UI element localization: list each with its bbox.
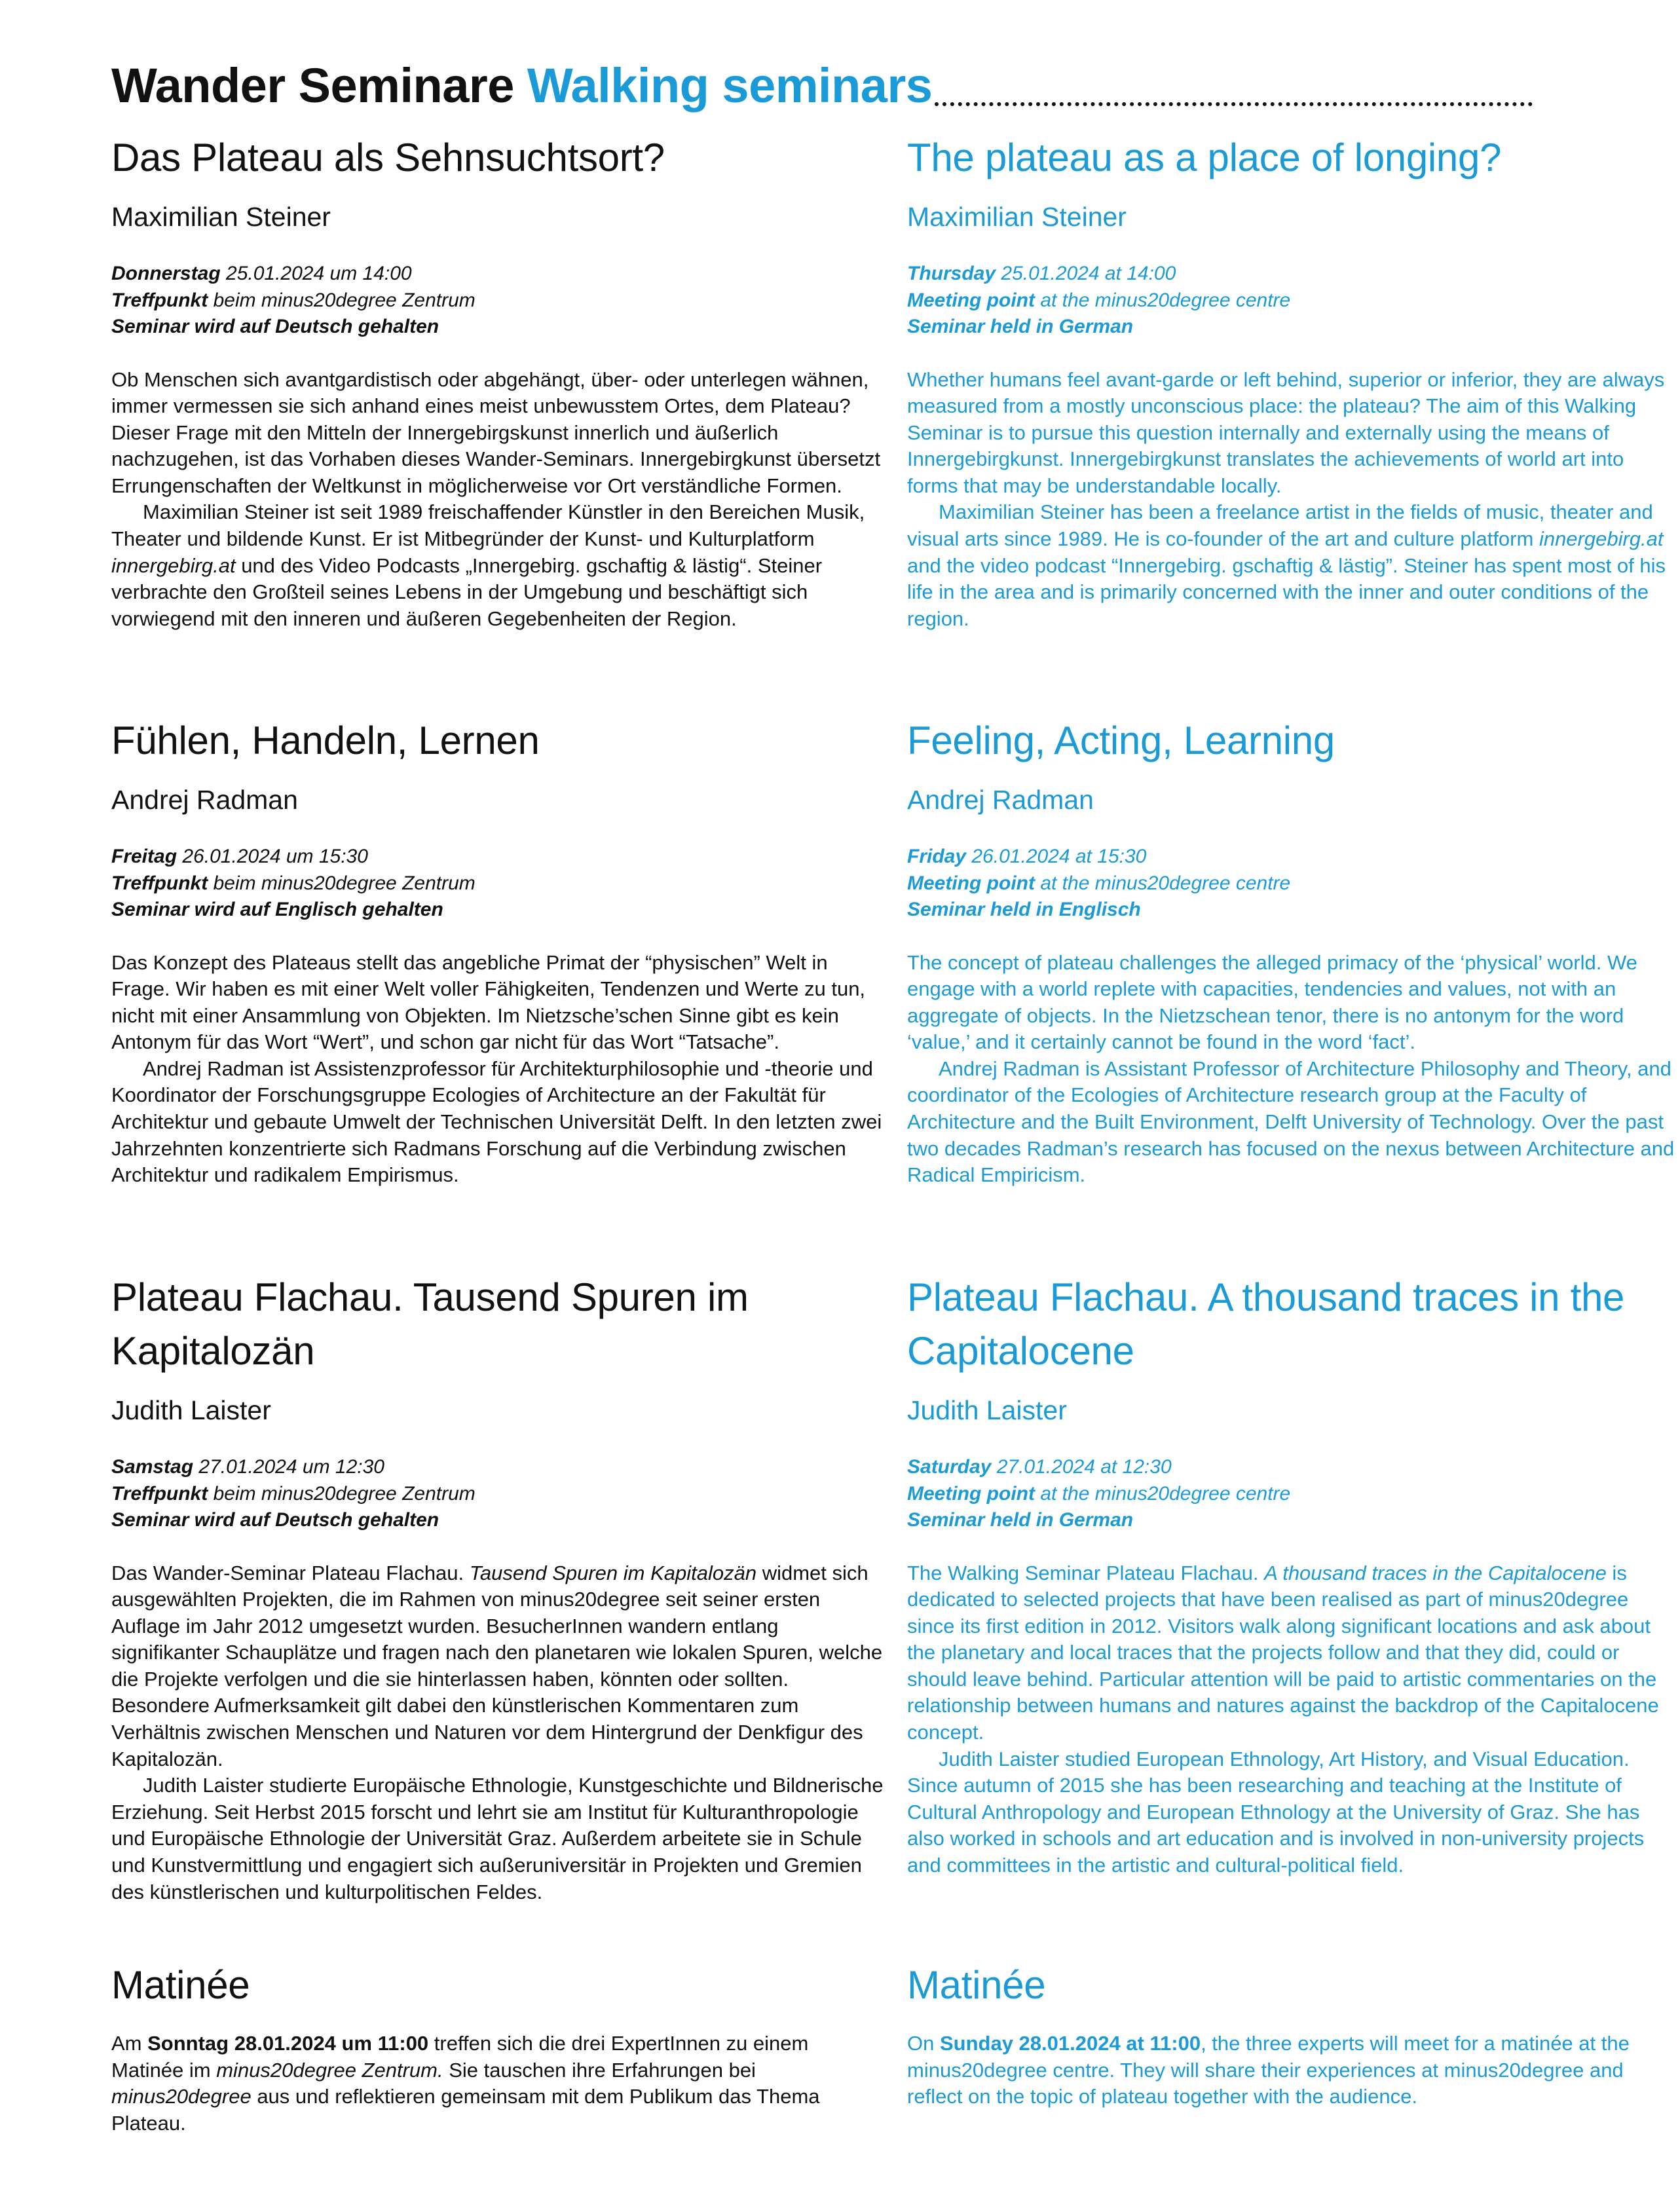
seminar-2-de — [111, 714, 884, 1189]
matinee-de — [111, 1958, 884, 2137]
meta-day: Samstag — [111, 1456, 194, 1478]
bio-text-2: and the video podcast “Innergebirg. gschaftig & lästig”. Steiner has spent most of his life in the area and is primarily concerned with the inner and outer conditions of the region. — [907, 553, 1666, 630]
meta-point: at the minus20degree centre — [1034, 1482, 1291, 1505]
seminar-description — [111, 1560, 884, 1906]
matinee-title: Matinée — [907, 1963, 1046, 2007]
seminar-1-en — [907, 131, 1680, 632]
seminar-meta — [907, 261, 1680, 341]
seminar-description — [111, 367, 884, 633]
matinee-text-1: On — [907, 2032, 940, 2055]
description-paragraph: Ob Menschen sich avantgardistisch oder abgehängt, über- oder unterlegen wähnen, immer vermessen sie sich anhand eines meist unbewusstem Ortes, dem Plateau? Dieser Frage mit den Mitteln der Innergebirgskunst innerlich und äußerlich nachzugehen, ist das Vorhaben dieses Wander-Seminars. Innergebirgkunst übersetzt Errungenschaften der Weltkunst in möglicherweise vor Ort verständliche Formen. — [111, 367, 881, 497]
matinee-text-1: Am — [111, 2032, 148, 2055]
matinee-text — [907, 2030, 1680, 2110]
seminar-description — [907, 950, 1680, 1189]
description-paragraph — [111, 1560, 884, 1773]
meta-point: at the minus20degree centre — [1034, 872, 1291, 894]
meta-day: Friday — [907, 846, 967, 867]
title-de: Wander Seminare — [111, 58, 514, 113]
seminar-author: Andrej Radman — [111, 785, 298, 815]
meta-day: Thursday — [907, 263, 996, 284]
meta-point-label: Meeting point — [907, 872, 1035, 894]
seminar-title: Plateau Flachau. Tausend Spuren im Kapitalozän — [111, 1275, 749, 1373]
meta-point-label: Treffpunkt — [111, 872, 208, 894]
website-link[interactable]: innergebirg.at — [111, 553, 236, 577]
page-header — [111, 51, 1533, 113]
matinee-en — [907, 1958, 1680, 2110]
seminar-title: Plateau Flachau. A thousand traces in the Capitalocene — [907, 1275, 1625, 1373]
seminar-author: Judith Laister — [907, 1395, 1067, 1425]
meta-day: Saturday — [907, 1456, 992, 1478]
meta-date: 27.01.2024 at 12:30 — [991, 1456, 1172, 1478]
seminar-author: Maximilian Steiner — [111, 202, 331, 232]
description-paragraph: Whether humans feel avant-garde or left behind, superior or inferior, they are always measured from a mostly unconscious place: the plateau? The aim of this Walking Seminar is to pursue this question internally and externally using the means of Innergebirgkunst. Innergebirgkunst translates the achievements of world art into forms that may be understandable locally. — [907, 367, 1665, 497]
meta-point: beim minus20degree Zentrum — [208, 1482, 476, 1505]
seminar-author: Judith Laister — [111, 1395, 271, 1425]
seminar-author: Andrej Radman — [907, 785, 1094, 815]
bio-paragraph: Judith Laister studierte Europäische Ethnologie, Kunstgeschichte und Bildnerische Erziehung. Seit Herbst 2015 forscht und lehrt sie am Institut für Kulturanthropologie und Europäische Ethnologie der Universität Graz. Außerdem arbeitete sie in Schule und Kunstvermittlung und engagiert sich außeruniversitär in Projekten und Gremien des künstlerischen und kulturpolitischen Feldes. — [111, 1774, 884, 1903]
matinee-date: Sonntag 28.01.2024 um 11:00 — [147, 2032, 429, 2055]
matinee-text-2: , the three experts will meet for a matinée at the minus20degree centre. They will share their experiences at minus20degree and reflect on the topic of plateau together with the audience. — [907, 2032, 1630, 2108]
title-en: Walking seminars — [527, 58, 933, 113]
meta-date: 25.01.2024 um 14:00 — [220, 263, 412, 284]
meta-date: 26.01.2024 at 15:30 — [966, 846, 1147, 867]
bio-paragraph — [907, 499, 1680, 632]
seminar-description — [907, 1560, 1680, 1879]
seminar-title: The plateau as a place of longing? — [907, 136, 1502, 179]
meta-date: 25.01.2024 at 14:00 — [996, 263, 1176, 284]
bio-paragraph: Andrej Radman ist Assistenzprofessor für Architekturphilosophie und -theorie und Koordinator der Forschungsgruppe Ecologies of Architecture an der Fakultät für Architektur und gebaute Umwelt der Technischen Universität Delft. In den letzten zwei Jahrzehnten konzentrierte sich Radmans Forschung auf die Verbindung zwischen Architektur und radikalem Empirismus. — [111, 1057, 882, 1187]
meta-date: 27.01.2024 um 12:30 — [193, 1456, 384, 1478]
bio-text: Maximilian Steiner has been a freelance artist in the fields of music, theater and visual arts since 1989. He is co-founder of the art and culture platform — [907, 500, 1653, 551]
bio-text: Maximilian Steiner ist seit 1989 freischaffender Künstler in den Bereichen Musik, Theater und bildende Kunst. Er ist Mitbegründer der Kunst- und Kulturplatform — [111, 500, 865, 551]
meta-date: 26.01.2024 um 15:30 — [177, 846, 368, 867]
matinee-text-3: Sie tauschen ihre Erfahrungen bei — [443, 2058, 756, 2082]
meta-point: beim minus20degree Zentrum — [208, 872, 476, 894]
meta-language: Seminar held in Englisch — [907, 899, 1141, 920]
meta-day: Freitag — [111, 846, 177, 867]
seminar-meta — [907, 844, 1680, 924]
matinee-venue: minus20degree Zentrum. — [216, 2058, 443, 2082]
seminar-author: Maximilian Steiner — [907, 202, 1127, 232]
seminar-2-en — [907, 714, 1680, 1189]
page-title — [111, 58, 933, 113]
matinee-text-2: treffen sich die drei ExpertInnen zu einem Matinée im — [111, 2032, 809, 2082]
bio-text-2: und des Video Podcasts „Innergebirg. gschaftig & lästig“. Steiner verbrachte den Großteil seines Lebens in der Umgebung und beschäftigt sich vorwiegend mit den inneren und äußeren Gegebenheiten der Region. — [111, 553, 823, 630]
seminar-3-de — [111, 1271, 884, 1905]
meta-language: Seminar wird auf Deutsch gehalten — [111, 1509, 439, 1531]
bio-paragraph — [111, 499, 884, 632]
seminar-description — [907, 367, 1680, 633]
seminar-meta — [111, 261, 884, 341]
seminar-1-de — [111, 131, 884, 632]
meta-point: at the minus20degree centre — [1034, 289, 1291, 311]
meta-language: Seminar wird auf Englisch gehalten — [111, 899, 443, 920]
bio-paragraph: Andrej Radman is Assistant Professor of Architecture Philosophy and Theory, and coordinator of the Ecologies of Architecture research group at the Faculty of Architecture and the Built Environment, Delft University of Technology. Over the past two decades Radman’s research has focused on the nexus between Architecture and Radical Empiricism. — [907, 1057, 1675, 1187]
seminar-description — [111, 950, 884, 1189]
seminar-title: Feeling, Acting, Learning — [907, 719, 1335, 762]
seminar-meta — [111, 1454, 884, 1534]
seminar-meta — [907, 1454, 1680, 1534]
matinee-title: Matinée — [111, 1963, 250, 2007]
meta-point-label: Meeting point — [907, 289, 1035, 311]
description-paragraph: Das Konzept des Plateaus stellt das angebliche Primat der “physischen” Welt in Frage. Wir haben es mit einer Welt voller Fähigkeiten, Tendenzen und Werte zu tun, nicht mit einer Ansammlung von Objekten. Im Nietzsche’schen Sinne gibt es kein Antonym für das Wort “Wert”, und schon gar nicht für das Wort “Tatsache”. — [111, 950, 866, 1054]
meta-point: beim minus20degree Zentrum — [208, 289, 476, 311]
meta-language: Seminar held in German — [907, 316, 1134, 337]
meta-language: Seminar held in German — [907, 1509, 1134, 1531]
seminar-3-en — [907, 1271, 1680, 1879]
matinee-text-4: aus und reflektieren gemeinsam mit dem Publikum das Thema Plateau. — [111, 2085, 820, 2135]
seminar-title: Das Plateau als Sehnsuchtsort? — [111, 136, 665, 179]
meta-language: Seminar wird auf Deutsch gehalten — [111, 316, 439, 337]
description-title: Tausend Spuren im Kapitalozän — [469, 1561, 757, 1584]
meta-point-label: Treffpunkt — [111, 1482, 208, 1505]
matinee-text — [111, 2030, 884, 2137]
dotted-rule — [935, 102, 1533, 106]
description-paragraph: The concept of plateau challenges the alleged primacy of the ‘physical’ world. We engage with a world replete with capacities, tendencies and values, not with an aggregate of objects. In the Nietzschean tenor, there is no antonym for the word ‘value,’ and it certainly cannot be found in the word ‘fact’. — [907, 950, 1637, 1054]
description-text-2: is dedicated to selected projects that have been realised as part of minus20degree since its first edition in 2012. Visitors walk along significant locations and ask about the planetary and local traces that the projects follow and that they did, could or should leave behind. Particular attention will be paid to artistic commentaries on the relationship between humans and natures against the backdrop of the Capitalocene concept. — [907, 1561, 1659, 1744]
meta-point-label: Treffpunkt — [111, 289, 208, 311]
seminar-title: Fühlen, Handeln, Lernen — [111, 719, 540, 762]
website-link[interactable]: innergebirg.at — [1539, 527, 1664, 551]
seminar-meta — [111, 844, 884, 924]
description-text: Das Wander-Seminar Plateau Flachau. — [111, 1561, 470, 1584]
bio-paragraph: Judith Laister studied European Ethnology, Art History, and Visual Education. Since autumn of 2015 she has been researching and teaching at the Institute of Cultural Anthropology and European Ethnology at the University of Graz. She has also worked in schools and art education and is involved in non-university projects and committees in the artistic and cultural-political field. — [907, 1747, 1645, 1877]
description-title: A thousand traces in the Capitalocene — [1264, 1561, 1607, 1584]
meta-day: Donnerstag — [111, 263, 221, 284]
matinee-date: Sunday 28.01.2024 at 11:00 — [939, 2032, 1201, 2055]
description-text: The Walking Seminar Plateau Flachau. — [907, 1561, 1265, 1584]
matinee-brand: minus20degree — [111, 2085, 252, 2108]
description-text-2: widmet sich ausgewählten Projekten, die im Rahmen von minus20degree seit seiner ersten Auflage im Jahr 2012 umgesetzt wurden. BesucherInnen wandern entlang signifikanter Schauplätze und fragen nach den planetaren wie lokalen Spuren, welche die Projekte verfolgen und die sie hinterlassen haben, könnten oder sollten. Besondere Aufmerksamkeit gilt dabei den künstlerischen Kommentaren zum Verhältnis zwischen Menschen und Naturen vor dem Hintergrund der Denkfigur des Kapitalozän. — [111, 1561, 883, 1770]
meta-point-label: Meeting point — [907, 1482, 1035, 1505]
description-paragraph — [907, 1560, 1680, 1746]
